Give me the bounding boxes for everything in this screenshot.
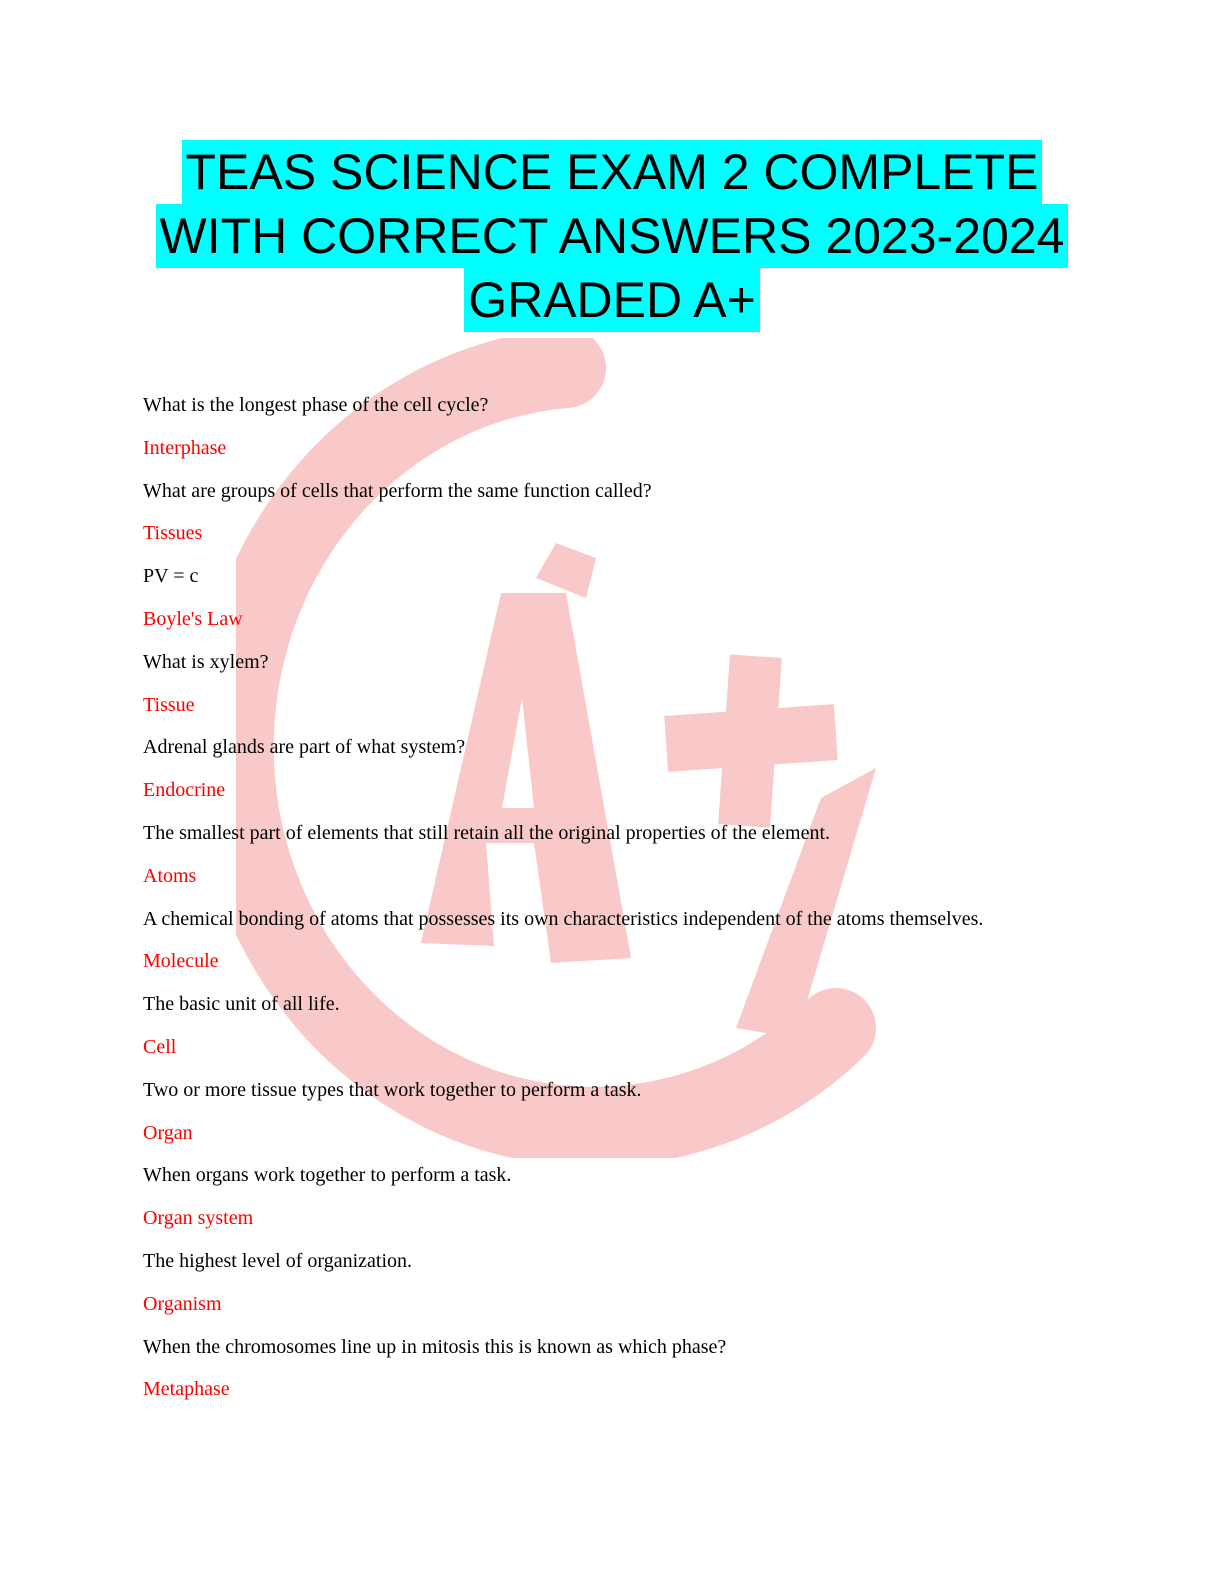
- answer-11: Organism: [143, 1292, 222, 1315]
- question-5: Adrenal glands are part of what system?: [143, 736, 466, 759]
- answer-9: Organ: [143, 1121, 193, 1144]
- question-12: When the chromosomes line up in mitosis this is known as which phase?: [143, 1335, 727, 1358]
- answer-2: Tissues: [143, 522, 203, 545]
- question-7: A chemical bonding of atoms that possesses its own characteristics independent of the atoms themselves.: [143, 907, 984, 930]
- question-2: What are groups of cells that perform the same function called?: [143, 479, 652, 502]
- answer-5: Endocrine: [143, 779, 226, 802]
- title-line-1: TEAS SCIENCE EXAM 2 COMPLETE: [182, 140, 1043, 204]
- answer-12: Metaphase: [143, 1378, 230, 1401]
- question-11: The highest level of organization.: [143, 1249, 412, 1272]
- question-10: When organs work together to perform a task.: [143, 1164, 512, 1187]
- question-answer-list: [143, 392, 1143, 1419]
- answer-6: Atoms: [143, 864, 197, 887]
- question-4: What is xylem?: [143, 650, 269, 673]
- title-line-2: WITH CORRECT ANSWERS 2023-2024: [156, 204, 1069, 268]
- question-8: The basic unit of all life.: [143, 993, 340, 1016]
- question-6: The smallest part of elements that still retain all the original properties of the element.: [143, 821, 831, 844]
- answer-4: Tissue: [143, 693, 195, 716]
- document-title: [0, 140, 1224, 332]
- answer-3: Boyle's Law: [143, 607, 243, 630]
- question-9: Two or more tissue types that work together to perform a task.: [143, 1078, 642, 1101]
- question-3: PV = c: [143, 565, 199, 588]
- answer-8: Cell: [143, 1035, 177, 1058]
- answer-10: Organ system: [143, 1207, 254, 1230]
- question-1: What is the longest phase of the cell cycle?: [143, 394, 489, 416]
- answer-7: Molecule: [143, 950, 219, 973]
- title-line-3: GRADED A+: [464, 268, 760, 332]
- answer-1: Interphase: [143, 436, 227, 459]
